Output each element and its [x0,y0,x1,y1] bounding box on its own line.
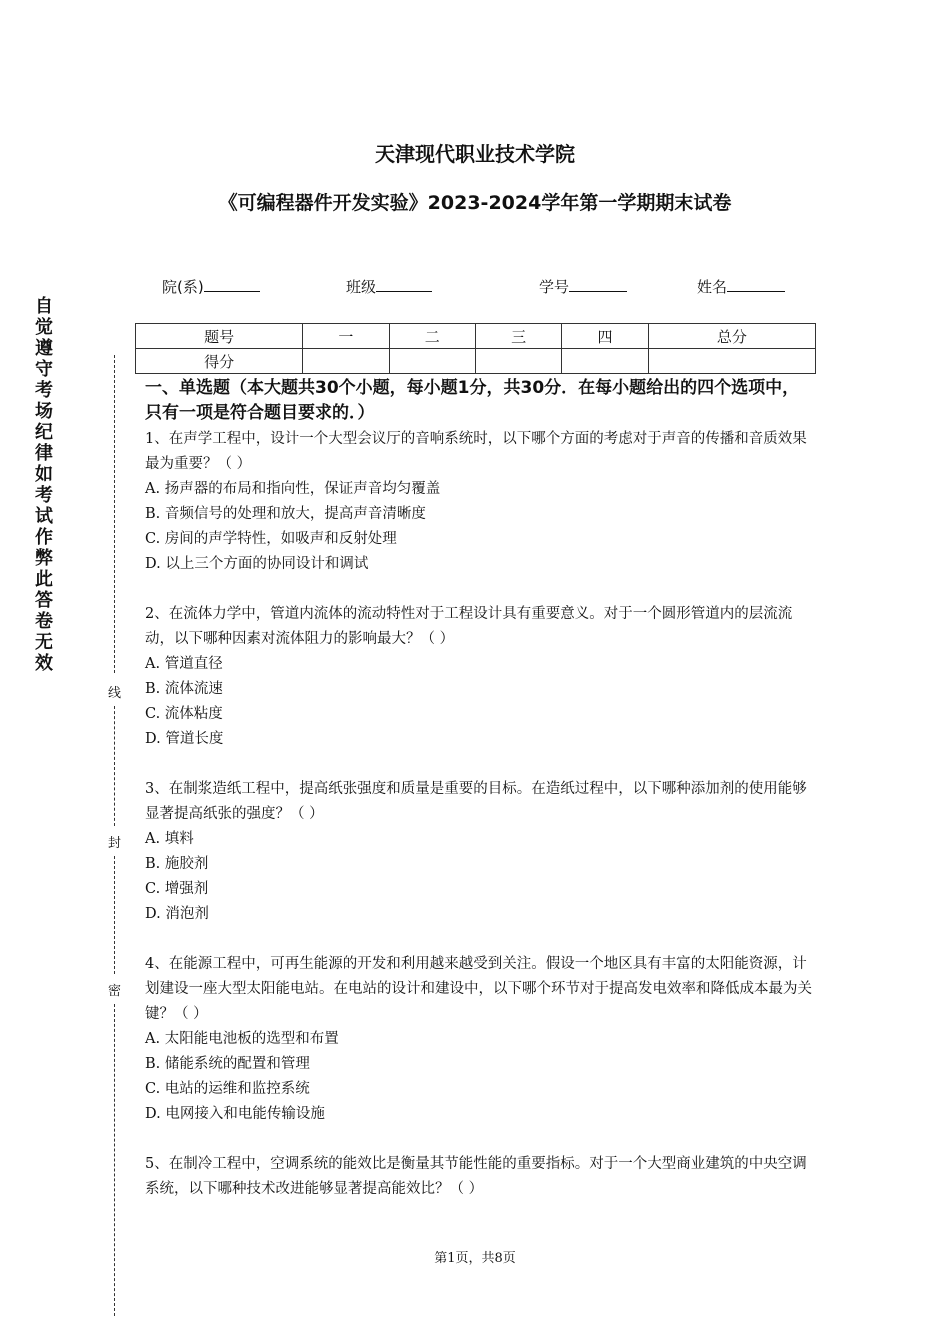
score-input-cell[interactable] [475,349,561,374]
score-cell: 一 [303,324,389,349]
section-heading: 一、单选题（本大题共30个小题，每小题1分，共30分．在每小题给出的四个选项中，只有一项是符合题目要求的．） [145,378,800,423]
question-2 [145,602,815,752]
question-stem: 1、在声学工程中，设计一个大型会议厅的音响系统时，以下哪个方面的考虑对于声音的传播和音质效果最为重要？（ ） [145,431,807,472]
question-stem: 2、在流体力学中，管道内流体的流动特性对于工程设计具有重要意义。对于一个圆形管道内的层流流动，以下哪种因素对流体阻力的影响最大？（ ） [145,606,793,647]
school-name: 天津现代职业技术学院 [375,142,575,166]
binding-mark-line: 线 [108,680,121,703]
option-a[interactable]: A. 太阳能电池板的选型和布置 [145,1031,339,1047]
score-header-row [136,324,816,349]
binding-mark-seal: 封 [108,830,121,853]
option-c[interactable]: C. 增强剂 [145,881,209,897]
question-stem: 3、在制浆造纸工程中，提高纸张强度和质量是重要的目标。在造纸过程中，以下哪种添加剂的使用能够显著提高纸张的强度？（ ） [145,781,807,822]
score-label: 得分 [136,349,303,374]
score-input-cell[interactable] [648,349,815,374]
option-a[interactable]: A. 填料 [145,831,194,847]
name-field: 姓名 [697,276,785,297]
question-3 [145,777,815,927]
option-b[interactable]: B. 音频信号的处理和放大，提高声音清晰度 [145,506,426,522]
exam-title: 《可编程器件开发实验》2023-2024学年第一学期期末试卷 [218,192,732,214]
option-a[interactable]: A. 扬声器的布局和指向性，保证声音均匀覆盖 [145,481,441,497]
option-d[interactable]: D. 以上三个方面的协同设计和调试 [145,556,369,572]
option-b[interactable]: B. 流体流速 [145,681,223,697]
question-stem: 4、在能源工程中，可再生能源的开发和利用越来越受到关注。假设一个地区具有丰富的太阳能资源，计划建设一座大型太阳能电站。在电站的设计和建设中，以下哪个环节对于提高发电效率和降低成本最为关键？（ ） [145,956,812,1022]
option-d[interactable]: D. 电网接入和电能传输设施 [145,1106,325,1122]
question-5 [145,1152,815,1202]
score-cell: 总分 [648,324,815,349]
binding-dashed-line [114,1004,115,1316]
binding-dashed-line [114,355,115,673]
option-a[interactable]: A. 管道直径 [145,656,223,672]
score-cell: 四 [562,324,648,349]
option-d[interactable]: D. 消泡剂 [145,906,209,922]
score-input-cell[interactable] [389,349,475,374]
score-cell: 二 [389,324,475,349]
question-1 [145,427,815,577]
score-value-row [136,349,816,374]
student-id-field: 学号 [539,276,627,297]
exam-content [145,376,815,1227]
page-footer: 第1页，共8页 [434,1251,516,1266]
binding-mark-secret: 密 [108,978,121,1001]
option-d[interactable]: D. 管道长度 [145,731,224,747]
question-4 [145,952,815,1127]
binding-dashed-line [114,706,115,826]
score-cell: 三 [475,324,561,349]
question-stem: 5、在制冷工程中，空调系统的能效比是衡量其节能性能的重要指标。对于一个大型商业建筑的中央空调系统，以下哪种技术改进能够显著提高能效比？（ ） [145,1156,807,1197]
score-table [135,323,816,374]
score-input-cell[interactable] [303,349,389,374]
binding-dashed-line [114,856,115,974]
option-b[interactable]: B. 储能系统的配置和管理 [145,1056,310,1072]
score-input-cell[interactable] [562,349,648,374]
option-c[interactable]: C. 房间的声学特性，如吸声和反射处理 [145,531,397,547]
class-field: 班级 [346,276,432,297]
option-c[interactable]: C. 电站的运维和监控系统 [145,1081,310,1097]
side-notice: 自 觉 遵 守 考 场 纪 律 如 考 试 作 弊 此 答 卷 无 效 [35,296,53,674]
option-c[interactable]: C. 流体粘度 [145,706,223,722]
option-b[interactable]: B. 施胶剂 [145,856,209,872]
department-field: 院(系) [162,276,260,297]
score-cell: 题号 [136,324,303,349]
